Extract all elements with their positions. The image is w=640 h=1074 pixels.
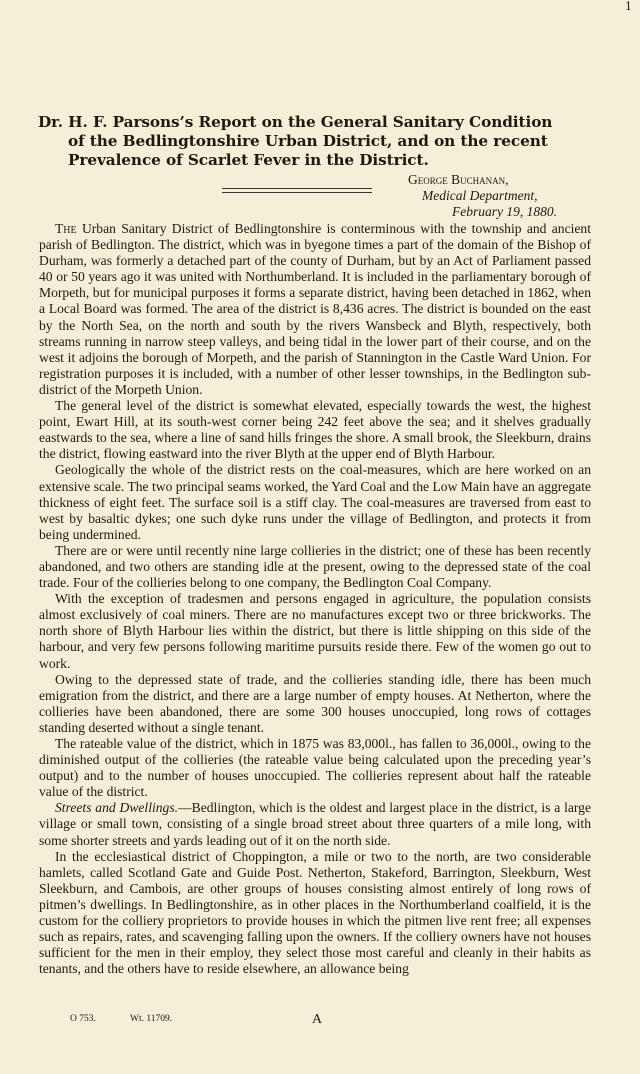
title-line-1: Dr. H. F. Parsons’s Report on the General Sanitary Condition — [38, 113, 553, 131]
paragraph: There are or were until recently nine large collieries in the district; one of these has been recently abandoned, and two others are standing idle at the present, owing to the depressed state of the coal trade. Four of the collieries belong to one company, the Bedlington Coal Company. — [39, 542, 591, 591]
corner-mark: 1 — [625, 0, 632, 13]
signature-date: February 19, 1880. — [452, 204, 557, 219]
title-line-3: Prevalence of Scarlet Fever in the District. — [68, 151, 429, 169]
paragraph: Owing to the depressed state of trade, and the collieries standing idle, there has been much emigration from the district, and there are a large number of empty houses. At Netherton, where the collieries have been abandoned, there are some 300 houses unoccupied, long rows of cottages standing deserted without a single tenant. — [39, 671, 591, 735]
signature-name: George Buchanan, — [408, 172, 509, 187]
paragraph: The rateable value of the district, which in 1875 was 83,000l., has fallen to 36,000l., owing to the diminished output of the collieries (the rateable value being calculated upon the preceding year’s output) and to the number of houses unoccupied. The collieries represent about half the rateable value of the district. — [39, 736, 591, 800]
title-line-2: of the Bedlingtonshire Urban District, and on the recent — [68, 132, 548, 150]
paragraph: With the exception of tradesmen and persons engaged in agriculture, the population consists almost exclusively of coal miners. There are no manufactures except two or three brickworks. The north shore of Blyth Harbour lies within the district, but there is little shipping on this side of the harbour, and very few persons following maritime pursuits reside there. Few of the women go out to work. — [39, 591, 591, 671]
paragraph: The general level of the district is somewhat elevated, especially towards the west, the highest point, Ewart Hill, at its south-west corner being 242 feet above the sea; and it shelves gradually eastwards to the sea, where a line of sand hills fringes the shore. A small brook, the Sleekburn, drains the district, flowing eastward into the river Blyth at the upper end of Blyth Harbour. — [39, 398, 591, 462]
signature-department: Medical Department, — [422, 188, 538, 203]
double-rule — [222, 188, 372, 193]
paragraph: In the ecclesiastical district of Choppington, a mile or two to the north, are two considerable hamlets, called Scotland Gate and Guide Post. Netherton, Stakeford, Barrington, Sleekburn, West Sleekburn, and Cambois, are other groups of houses consisting almost entirely of long rows of pitmen’s dwellings. In Bedlingtonshire, as in other places in the Northumberland coalfield, it is the custom for the colliery proprietors to provide houses in which the pitmen live rent free; all expenses such as repairs, rates, and scavenging falling upon the owners. If the colliery owners have not houses sufficient for the men in their employ, they select those most careful and cleanly in their habits as tenants, and the others have to reside elsewhere, an allowance being — [39, 848, 591, 977]
signature-block — [400, 172, 600, 220]
paragraph: Geologically the whole of the district rests on the coal-measures, which are here worked on an extensive scale. The two principal seams worked, the Yard Coal and the Low Main have an aggregate thickness of eight feet. The surface soil is a stiff clay. The coal-measures are traversed from east to west by basaltic dykes; one such dyke runs under the village of Bedlington, and protects it from being undermined. — [39, 462, 592, 542]
footer-weight: Wt. 11709. — [130, 1014, 173, 1024]
signature-mark: A — [312, 1012, 323, 1027]
report-title — [38, 113, 598, 170]
footer-code: O 753. — [70, 1014, 96, 1024]
paragraph: Streets and Dwellings.—Bedlington, which is the oldest and largest place in the district, is a large village or small town, consisting of a single broad street about three quarters of a mile long, with some shorter streets and yards leading out of it on the north side. — [39, 800, 591, 848]
report-body — [39, 221, 591, 977]
paragraph: The Urban Sanitary District of Bedlingtonshire is conterminous with the township and ancient parish of Bedlington. The district, which was in byegone times a part of the domain of the Bishop of Durham, was formerly a detached part of the county of Durham, but by an Act of Parliament passed 40 or 50 years ago it was united with Northumberland. It is included in the parliamentary borough of Morpeth, but for municipal purposes it forms a separate district, having been detached in 1862, when a Local Board was formed. The area of the district is 8,436 acres. The district is bounded on the east by the North Sea, on the north and south by the rivers Wansbeck and Blyth, respectively, both streams running in narrow steep valleys, and being tidal in the lower part of their course, and on the west it adjoins the borough of Morpeth, and the parish of Stannington in the Castle Ward Union. For registration purposes it is included, with a number of other lesser townships, in the Bedlington sub-district of the Morpeth Union. — [39, 221, 591, 397]
